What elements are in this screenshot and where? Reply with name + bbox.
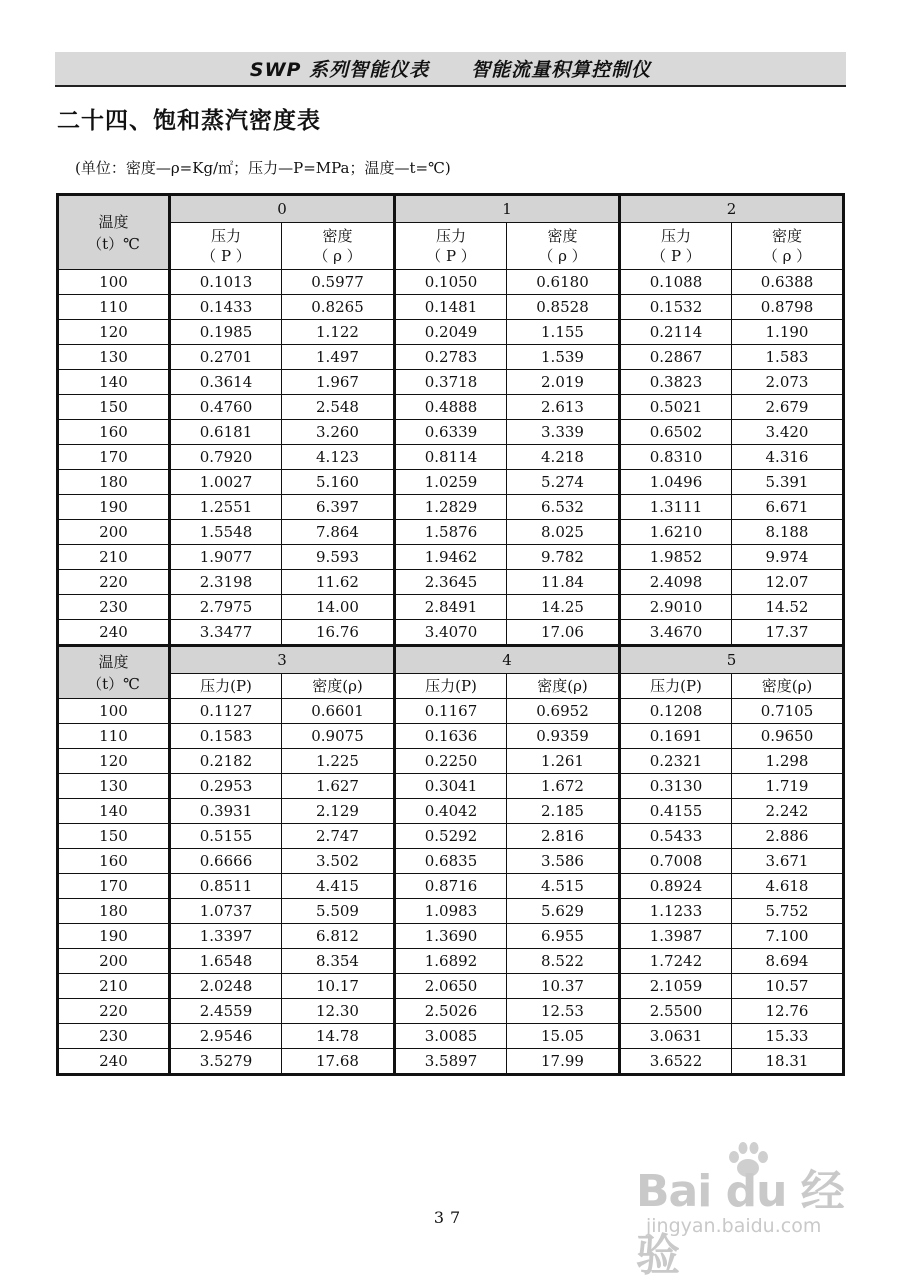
column-header-unit: （ P ） (201, 247, 251, 265)
pressure-cell: 3.3477 (170, 620, 282, 646)
density-cell: 2.886 (732, 824, 844, 849)
pressure-cell: 0.1127 (170, 699, 282, 724)
pressure-cell: 0.1167 (395, 699, 507, 724)
table-row (58, 699, 844, 724)
pressure-cell: 1.7242 (620, 949, 732, 974)
density-cell: 6.532 (507, 495, 620, 520)
table-row (58, 295, 844, 320)
density-cell: 1.583 (732, 345, 844, 370)
table-row (58, 470, 844, 495)
pressure-cell: 1.9852 (620, 545, 732, 570)
pressure-cell: 0.4760 (170, 395, 282, 420)
column-header-unit: （ ρ ） (313, 247, 362, 265)
temperature-header-unit: （t）℃ (87, 674, 140, 693)
density-cell: 5.509 (282, 899, 395, 924)
column-header-unit: （ P ） (426, 247, 476, 265)
density-cell: 5.274 (507, 470, 620, 495)
temperature-cell: 160 (58, 849, 170, 874)
density-cell: 10.57 (732, 974, 844, 999)
pressure-cell: 0.2182 (170, 749, 282, 774)
density-cell: 0.5977 (282, 270, 395, 295)
density-cell: 14.25 (507, 595, 620, 620)
density-cell: 1.539 (507, 345, 620, 370)
pressure-column-header (170, 223, 282, 270)
density-cell: 8.522 (507, 949, 620, 974)
table-row (58, 595, 844, 620)
pressure-cell: 2.7975 (170, 595, 282, 620)
density-cell: 17.99 (507, 1049, 620, 1075)
density-cell: 1.261 (507, 749, 620, 774)
header-row-groups (58, 646, 844, 674)
pressure-cell: 0.2049 (395, 320, 507, 345)
pressure-cell: 1.0496 (620, 470, 732, 495)
density-cell: 3.502 (282, 849, 395, 874)
temperature-cell: 110 (58, 724, 170, 749)
pressure-cell: 1.9462 (395, 545, 507, 570)
table-row (58, 520, 844, 545)
column-header-unit: （ ρ ） (538, 247, 587, 265)
temperature-header-label: 温度 (98, 212, 129, 231)
temperature-cell: 200 (58, 520, 170, 545)
table-row (58, 345, 844, 370)
density-column-header (507, 223, 620, 270)
column-header-label: 压力 (210, 227, 241, 245)
watermark-logo-text: Bai du 经验 (636, 1166, 844, 1281)
temperature-header (58, 646, 170, 699)
pressure-cell: 3.0631 (620, 1024, 732, 1049)
density-cell: 1.122 (282, 320, 395, 345)
group-header: 3 (170, 646, 395, 674)
pressure-cell: 0.4888 (395, 395, 507, 420)
table-row (58, 570, 844, 595)
temperature-cell: 100 (58, 270, 170, 295)
pressure-cell: 1.5876 (395, 520, 507, 545)
table-row (58, 949, 844, 974)
density-cell: 2.019 (507, 370, 620, 395)
density-cell: 8.025 (507, 520, 620, 545)
density-cell: 0.9650 (732, 724, 844, 749)
density-cell: 10.37 (507, 974, 620, 999)
column-header-label: 密度(ρ) (312, 677, 363, 695)
pressure-column-header (620, 223, 732, 270)
pressure-cell: 0.6666 (170, 849, 282, 874)
pressure-cell: 0.4042 (395, 799, 507, 824)
pressure-cell: 0.2867 (620, 345, 732, 370)
pressure-cell: 0.2783 (395, 345, 507, 370)
pressure-cell: 0.2321 (620, 749, 732, 774)
table-row (58, 724, 844, 749)
density-cell: 4.123 (282, 445, 395, 470)
pressure-cell: 0.1088 (620, 270, 732, 295)
watermark-url: jingyan.baidu.com (646, 1215, 822, 1237)
column-header-label: 压力 (435, 227, 466, 245)
pressure-cell: 3.0085 (395, 1024, 507, 1049)
temperature-header-label: 温度 (98, 652, 129, 671)
density-cell: 2.185 (507, 799, 620, 824)
density-cell: 0.7105 (732, 699, 844, 724)
pressure-cell: 2.4559 (170, 999, 282, 1024)
density-cell: 1.155 (507, 320, 620, 345)
density-cell: 14.78 (282, 1024, 395, 1049)
group-header: 1 (395, 195, 620, 223)
pressure-cell: 0.3041 (395, 774, 507, 799)
temperature-cell: 150 (58, 395, 170, 420)
pressure-cell: 1.3111 (620, 495, 732, 520)
pressure-cell: 0.6181 (170, 420, 282, 445)
temperature-cell: 150 (58, 824, 170, 849)
pressure-cell: 3.4670 (620, 620, 732, 646)
pressure-cell: 0.3130 (620, 774, 732, 799)
pressure-cell: 3.6522 (620, 1049, 732, 1075)
temperature-cell: 230 (58, 595, 170, 620)
density-cell: 3.671 (732, 849, 844, 874)
pressure-cell: 1.2551 (170, 495, 282, 520)
density-cell: 1.672 (507, 774, 620, 799)
pressure-cell: 1.0737 (170, 899, 282, 924)
density-cell: 3.339 (507, 420, 620, 445)
density-cell: 1.225 (282, 749, 395, 774)
density-cell: 3.586 (507, 849, 620, 874)
column-header-label: 密度 (771, 227, 802, 245)
pressure-cell: 0.2250 (395, 749, 507, 774)
density-cell: 1.967 (282, 370, 395, 395)
pressure-cell: 0.7008 (620, 849, 732, 874)
density-column-header (732, 674, 844, 699)
temperature-cell: 180 (58, 899, 170, 924)
column-header-label: 密度(ρ) (537, 677, 588, 695)
density-cell: 6.397 (282, 495, 395, 520)
temperature-cell: 170 (58, 874, 170, 899)
density-cell: 17.37 (732, 620, 844, 646)
temperature-cell: 100 (58, 699, 170, 724)
density-cell: 2.613 (507, 395, 620, 420)
pressure-cell: 0.3718 (395, 370, 507, 395)
density-cell: 0.9075 (282, 724, 395, 749)
group-header: 2 (620, 195, 844, 223)
temperature-cell: 220 (58, 570, 170, 595)
density-cell: 12.07 (732, 570, 844, 595)
pressure-cell: 2.3645 (395, 570, 507, 595)
density-cell: 11.62 (282, 570, 395, 595)
pressure-cell: 0.4155 (620, 799, 732, 824)
density-cell: 12.76 (732, 999, 844, 1024)
table-row (58, 370, 844, 395)
header-row-columns (58, 674, 844, 699)
column-header-label: 压力(P) (425, 677, 477, 695)
temperature-cell: 140 (58, 370, 170, 395)
density-cell: 4.515 (507, 874, 620, 899)
pressure-cell: 0.6835 (395, 849, 507, 874)
pressure-cell: 0.8310 (620, 445, 732, 470)
density-cell: 6.812 (282, 924, 395, 949)
pressure-cell: 0.1050 (395, 270, 507, 295)
temperature-cell: 130 (58, 345, 170, 370)
table-row (58, 445, 844, 470)
temperature-header-unit: （t）℃ (87, 234, 140, 253)
pressure-cell: 3.5897 (395, 1049, 507, 1075)
pressure-cell: 0.1691 (620, 724, 732, 749)
density-cell: 0.8265 (282, 295, 395, 320)
table-row (58, 420, 844, 445)
density-cell: 9.974 (732, 545, 844, 570)
pressure-cell: 1.0259 (395, 470, 507, 495)
pressure-cell: 1.6548 (170, 949, 282, 974)
density-cell: 12.53 (507, 999, 620, 1024)
density-cell: 2.242 (732, 799, 844, 824)
pressure-cell: 1.2829 (395, 495, 507, 520)
density-cell: 6.955 (507, 924, 620, 949)
pressure-cell: 1.9077 (170, 545, 282, 570)
density-cell: 0.6388 (732, 270, 844, 295)
pressure-cell: 0.1481 (395, 295, 507, 320)
table-row (58, 1024, 844, 1049)
density-column-header (732, 223, 844, 270)
column-header-label: 压力(P) (200, 677, 252, 695)
table-row (58, 270, 844, 295)
density-cell: 9.782 (507, 545, 620, 570)
density-cell: 17.06 (507, 620, 620, 646)
table-row (58, 874, 844, 899)
density-cell: 9.593 (282, 545, 395, 570)
density-cell: 5.752 (732, 899, 844, 924)
temperature-cell: 210 (58, 974, 170, 999)
pressure-cell: 0.1985 (170, 320, 282, 345)
density-cell: 0.6180 (507, 270, 620, 295)
density-cell: 2.747 (282, 824, 395, 849)
pressure-cell: 2.9546 (170, 1024, 282, 1049)
pressure-cell: 0.1532 (620, 295, 732, 320)
pressure-cell: 2.1059 (620, 974, 732, 999)
page-number: 37 (433, 1208, 467, 1227)
density-cell: 1.497 (282, 345, 395, 370)
temperature-cell: 220 (58, 999, 170, 1024)
density-cell: 4.618 (732, 874, 844, 899)
density-cell: 15.05 (507, 1024, 620, 1049)
pressure-cell: 0.1208 (620, 699, 732, 724)
pressure-cell: 3.4070 (395, 620, 507, 646)
pressure-cell: 0.1583 (170, 724, 282, 749)
temperature-cell: 240 (58, 620, 170, 646)
density-cell: 7.864 (282, 520, 395, 545)
pressure-cell: 0.1433 (170, 295, 282, 320)
density-cell: 3.420 (732, 420, 844, 445)
temperature-cell: 240 (58, 1049, 170, 1075)
pressure-cell: 0.2701 (170, 345, 282, 370)
table-row (58, 799, 844, 824)
pressure-cell: 2.5026 (395, 999, 507, 1024)
temperature-header (58, 195, 170, 270)
column-header-label: 压力(P) (650, 677, 702, 695)
table-row (58, 320, 844, 345)
density-cell: 1.627 (282, 774, 395, 799)
temperature-cell: 140 (58, 799, 170, 824)
pressure-cell: 1.3690 (395, 924, 507, 949)
pressure-cell: 2.0248 (170, 974, 282, 999)
density-cell: 8.188 (732, 520, 844, 545)
temperature-cell: 170 (58, 445, 170, 470)
density-cell: 5.391 (732, 470, 844, 495)
pressure-cell: 0.3614 (170, 370, 282, 395)
table-row (58, 974, 844, 999)
pressure-cell: 3.5279 (170, 1049, 282, 1075)
pressure-cell: 1.0027 (170, 470, 282, 495)
pressure-cell: 2.0650 (395, 974, 507, 999)
temperature-cell: 160 (58, 420, 170, 445)
density-cell: 6.671 (732, 495, 844, 520)
density-cell: 2.679 (732, 395, 844, 420)
table-row (58, 495, 844, 520)
pressure-cell: 0.5433 (620, 824, 732, 849)
pressure-cell: 0.3823 (620, 370, 732, 395)
density-column-header (282, 223, 395, 270)
pressure-cell: 1.1233 (620, 899, 732, 924)
density-cell: 8.694 (732, 949, 844, 974)
density-cell: 2.816 (507, 824, 620, 849)
pressure-column-header (395, 674, 507, 699)
pressure-cell: 0.8511 (170, 874, 282, 899)
pressure-cell: 2.3198 (170, 570, 282, 595)
density-cell: 1.719 (732, 774, 844, 799)
temperature-cell: 180 (58, 470, 170, 495)
pressure-cell: 2.8491 (395, 595, 507, 620)
density-cell: 1.298 (732, 749, 844, 774)
pressure-cell: 0.5155 (170, 824, 282, 849)
column-header-label: 密度 (322, 227, 353, 245)
table-row (58, 849, 844, 874)
column-header-unit: （ ρ ） (762, 247, 812, 265)
density-cell: 11.84 (507, 570, 620, 595)
density-cell: 14.00 (282, 595, 395, 620)
density-cell: 5.160 (282, 470, 395, 495)
temperature-cell: 120 (58, 749, 170, 774)
pressure-cell: 0.8924 (620, 874, 732, 899)
pressure-cell: 0.5021 (620, 395, 732, 420)
group-header: 5 (620, 646, 844, 674)
table-row (58, 749, 844, 774)
column-header-unit: （ P ） (651, 247, 701, 265)
pressure-cell: 1.6892 (395, 949, 507, 974)
header-series: SWP 系列智能仪表 (249, 59, 430, 81)
table-row (58, 899, 844, 924)
header-row-groups (58, 195, 844, 223)
table-row (58, 924, 844, 949)
pressure-cell: 0.1636 (395, 724, 507, 749)
density-cell: 2.129 (282, 799, 395, 824)
density-cell: 10.17 (282, 974, 395, 999)
density-cell: 17.68 (282, 1049, 395, 1075)
pressure-cell: 1.5548 (170, 520, 282, 545)
temperature-cell: 190 (58, 495, 170, 520)
table-row (58, 545, 844, 570)
temperature-cell: 120 (58, 320, 170, 345)
pressure-cell: 0.6339 (395, 420, 507, 445)
pressure-cell: 2.9010 (620, 595, 732, 620)
density-cell: 14.52 (732, 595, 844, 620)
density-cell: 0.6601 (282, 699, 395, 724)
temperature-cell: 210 (58, 545, 170, 570)
density-cell: 1.190 (732, 320, 844, 345)
pressure-cell: 0.1013 (170, 270, 282, 295)
page-title: 二十四、饱和蒸汽密度表 (57, 108, 321, 134)
pressure-cell: 2.5500 (620, 999, 732, 1024)
table-row (58, 999, 844, 1024)
pressure-cell: 0.2114 (620, 320, 732, 345)
table-row (58, 774, 844, 799)
temperature-cell: 230 (58, 1024, 170, 1049)
density-cell: 7.100 (732, 924, 844, 949)
density-cell: 4.415 (282, 874, 395, 899)
table-row (58, 824, 844, 849)
density-cell: 0.6952 (507, 699, 620, 724)
temperature-cell: 190 (58, 924, 170, 949)
pressure-cell: 2.4098 (620, 570, 732, 595)
density-cell: 18.31 (732, 1049, 844, 1075)
column-header-label: 密度 (547, 227, 578, 245)
density-cell: 8.354 (282, 949, 395, 974)
density-cell: 16.76 (282, 620, 395, 646)
table-row (58, 1049, 844, 1075)
table-row (58, 395, 844, 420)
density-column-header (507, 674, 620, 699)
density-cell: 0.9359 (507, 724, 620, 749)
pressure-cell: 1.0983 (395, 899, 507, 924)
pressure-column-header (620, 674, 732, 699)
density-cell: 3.260 (282, 420, 395, 445)
density-column-header (282, 674, 395, 699)
density-cell: 4.218 (507, 445, 620, 470)
unit-note: (单位：密度—ρ=Kg/㎡；压力—P=MPa；温度—t=℃) (75, 159, 451, 177)
pressure-cell: 0.8114 (395, 445, 507, 470)
density-cell: 2.548 (282, 395, 395, 420)
pressure-cell: 1.6210 (620, 520, 732, 545)
density-cell: 15.33 (732, 1024, 844, 1049)
header-product: 智能流量积算控制仪 (471, 59, 652, 81)
column-header-label: 密度(ρ) (761, 677, 813, 695)
pressure-cell: 1.3987 (620, 924, 732, 949)
header-row-columns (58, 223, 844, 270)
temperature-cell: 110 (58, 295, 170, 320)
temperature-cell: 200 (58, 949, 170, 974)
pressure-cell: 0.3931 (170, 799, 282, 824)
pressure-cell: 0.5292 (395, 824, 507, 849)
column-header-label: 压力 (660, 227, 691, 245)
density-cell: 2.073 (732, 370, 844, 395)
density-cell: 4.316 (732, 445, 844, 470)
saturated-steam-density-table (56, 193, 845, 1076)
pressure-cell: 1.3397 (170, 924, 282, 949)
pressure-column-header (395, 223, 507, 270)
pressure-column-header (170, 674, 282, 699)
table-row (58, 620, 844, 646)
density-cell: 5.629 (507, 899, 620, 924)
density-cell: 0.8528 (507, 295, 620, 320)
group-header: 0 (170, 195, 395, 223)
pressure-cell: 0.8716 (395, 874, 507, 899)
group-header: 4 (395, 646, 620, 674)
pressure-cell: 0.7920 (170, 445, 282, 470)
temperature-cell: 130 (58, 774, 170, 799)
pressure-cell: 0.6502 (620, 420, 732, 445)
baidu-jingyan-watermark (636, 1135, 866, 1281)
running-header (55, 52, 846, 87)
density-cell: 0.8798 (732, 295, 844, 320)
pressure-cell: 0.2953 (170, 774, 282, 799)
density-cell: 12.30 (282, 999, 395, 1024)
